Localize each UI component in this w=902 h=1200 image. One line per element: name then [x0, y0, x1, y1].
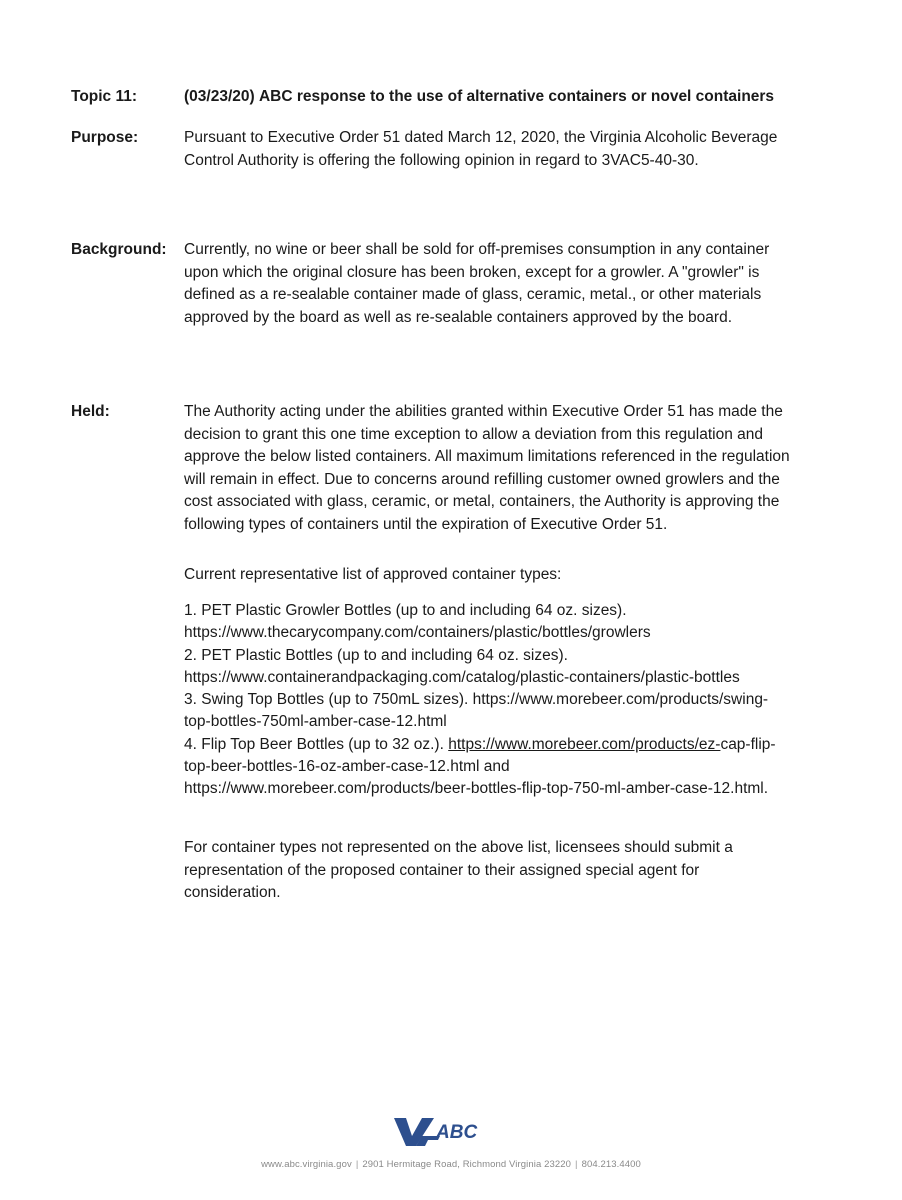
topic-date: (03/23/20) [184, 88, 255, 105]
topic-title-block [184, 86, 844, 109]
background-line: upon which the original closure has been broken, except for a growler. A "growler" is [184, 263, 760, 281]
purpose-label: Purpose: [71, 129, 139, 146]
background-text [184, 239, 844, 329]
list-url: top-beer-bottles-16-oz-amber-case-12.html and [184, 758, 510, 776]
held-line: cost associated with glass, ceramic, or metal, containers, the Authority is approving the [184, 493, 780, 510]
held-line: approve the below listed containers. All maximum limitations referenced in the regulation [184, 448, 790, 465]
list-url: top-bottles-750ml-amber-case-12.html [184, 713, 447, 731]
held-label: Held: [71, 403, 110, 420]
closing-line: representation of the proposed container to their assigned special agent for [184, 861, 700, 879]
list-item-text: 4. Flip Top Beer Bottles (up to 32 oz.). [184, 735, 449, 753]
held-text [184, 401, 844, 536]
held-line: decision to grant this one time exception to allow a deviation from this regulation and [184, 425, 764, 443]
list-item: 3. Swing Top Bottles (up to 750mL sizes). https://www.morebeer.com/products/swing- [184, 691, 769, 709]
closing-text [184, 837, 844, 905]
background-label: Background: [71, 241, 167, 258]
list-intro: Current representative list of approved container types: [184, 566, 562, 583]
list-url: https://www.containerandpackaging.com/catalog/plastic-containers/plastic-bottles [184, 668, 740, 686]
footer-separator: | [575, 1159, 578, 1170]
purpose-line: Pursuant to Executive Order 51 dated March 12, 2020, the Virginia Alcoholic Beverage [184, 129, 778, 146]
purpose-line: Control Authority is offering the following opinion in regard to 3VAC5-40-30. [184, 151, 699, 169]
background-line: approved by the board as well as re-sealable containers approved by the board. [184, 308, 733, 326]
topic-title: ABC response to the use of alternative containers or novel containers [258, 88, 775, 105]
logo-abc-text: ABC [436, 1122, 478, 1143]
footer-phone: 804.213.4400 [581, 1159, 641, 1170]
list-item: 1. PET Plastic Growler Bottles (up to and including 64 oz. sizes). [184, 602, 627, 619]
footer [0, 1159, 902, 1170]
morebeer-ez-cap-link[interactable]: https://www.morebeer.com/products/ez- [448, 735, 721, 753]
background-line: Currently, no wine or beer shall be sold for off-premises consumption in any container [184, 241, 770, 258]
purpose-text [184, 127, 844, 172]
topic-label: Topic 11: [71, 88, 138, 105]
closing-line: consideration. [184, 884, 281, 901]
held-line: following types of containers until the expiration of Executive Order 51. [184, 515, 668, 533]
list-item: 2. PET Plastic Bottles (up to and including 64 oz. sizes). [184, 646, 568, 664]
list-url: https://www.morebeer.com/products/beer-bottles-flip-top-750-ml-amber-case-12.html. [184, 780, 769, 798]
closing-line: For container types not represented on the above list, licensees should submit a [184, 839, 733, 856]
footer-separator: | [355, 1159, 359, 1170]
footer-website[interactable]: www.abc.virginia.gov [261, 1159, 352, 1170]
held-line: The Authority acting under the abilities granted within Executive Order 51 has made the [184, 403, 783, 420]
vabc-logo-icon [392, 1116, 492, 1148]
held-line: will remain in effect. Due to concerns around refilling customer owned growlers and the [184, 470, 780, 488]
virginia-abc-logo [392, 1116, 492, 1148]
container-list [184, 600, 844, 801]
footer-address: 2901 Hermitage Road, Richmond Virginia 23220 [362, 1159, 571, 1170]
list-item-text: cap-flip- [720, 735, 776, 753]
list-item [184, 734, 844, 756]
background-line: defined as a re-sealable container made of glass, ceramic, metal., or other materials [184, 286, 762, 303]
list-url: https://www.thecarycompany.com/containers/plastic/bottles/growlers [184, 624, 651, 642]
